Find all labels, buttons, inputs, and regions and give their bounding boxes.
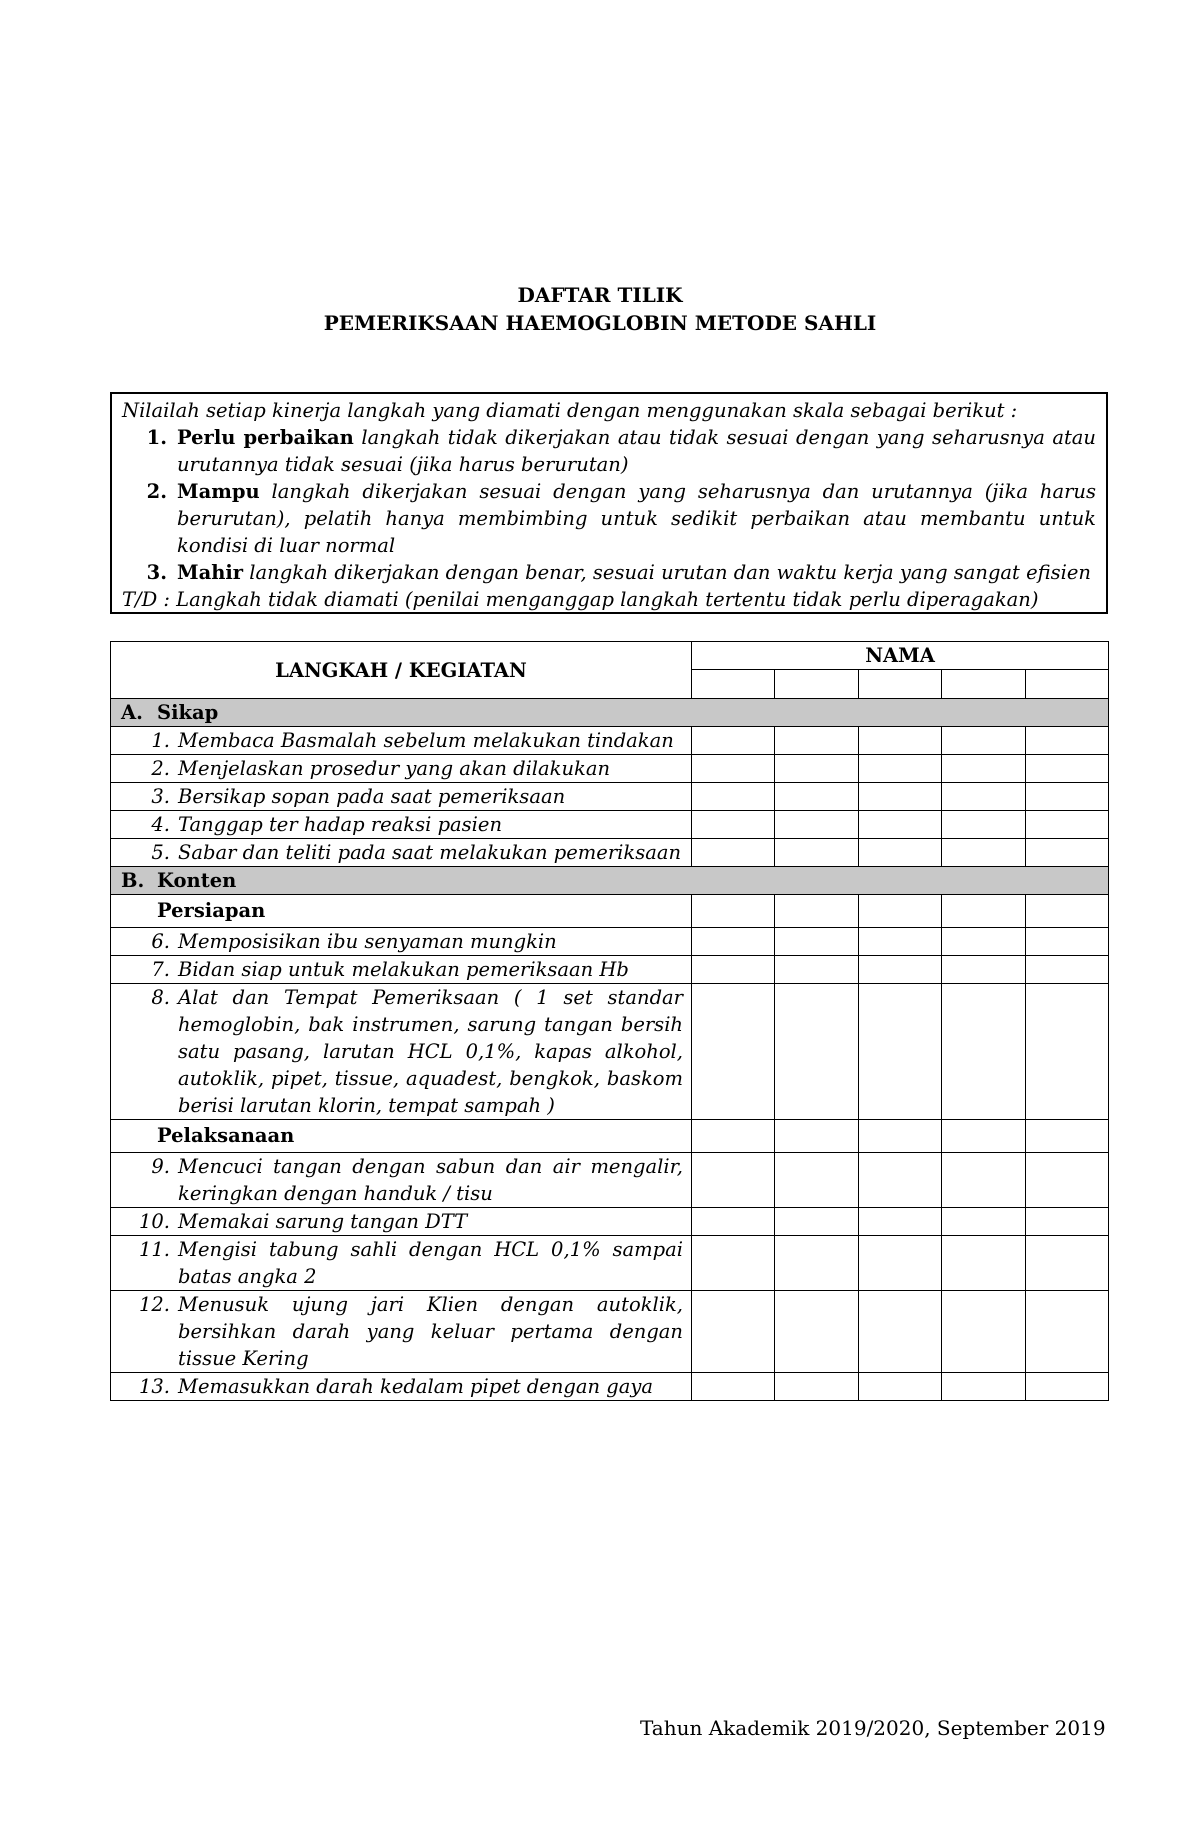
- subsection-pelaksanaan-row: [111, 1120, 1109, 1153]
- step-number: 10.: [138, 1210, 170, 1233]
- header-names: NAMA: [692, 642, 1109, 670]
- legend-item-term: Perlu perbaikan: [177, 426, 354, 449]
- section-title: Sikap: [157, 701, 219, 724]
- name-cell[interactable]: [775, 670, 859, 699]
- score-cell[interactable]: [859, 1236, 942, 1291]
- score-cell[interactable]: [692, 895, 775, 928]
- score-cell[interactable]: [775, 956, 859, 984]
- score-cell[interactable]: [859, 984, 942, 1120]
- score-cell[interactable]: [692, 839, 775, 867]
- score-cell[interactable]: [1026, 1236, 1109, 1291]
- score-cell[interactable]: [692, 984, 775, 1120]
- name-cell[interactable]: [859, 670, 942, 699]
- step-text: Menjelaskan prosedur yang akan dilakukan: [178, 757, 611, 780]
- step-number: 9.: [151, 1155, 170, 1178]
- step-text: Mengisi tabung sahli dengan HCL 0,1% sampai batas angka 2: [178, 1238, 683, 1288]
- step-text: Menusuk ujung jari Klien dengan autoklik, bersihkan darah yang keluar pertama dengan tissue Kering: [178, 1293, 683, 1370]
- subsection-persiapan-label: Persiapan: [111, 895, 692, 928]
- score-cell[interactable]: [775, 1291, 859, 1373]
- legend-intro: Nilailah setiap kinerja langkah yang diamati dengan menggunakan skala sebagai berikut :: [122, 399, 1018, 422]
- step-row: [111, 839, 1109, 867]
- section-title: Konten: [157, 869, 237, 892]
- score-cell[interactable]: [775, 811, 859, 839]
- step-row: [111, 984, 1109, 1120]
- score-cell[interactable]: [1026, 984, 1109, 1120]
- section-b-label: [111, 867, 1109, 895]
- step-text: Tanggap ter hadap reaksi pasien: [178, 813, 503, 836]
- step-number: 12.: [138, 1293, 170, 1316]
- score-cell[interactable]: [859, 811, 942, 839]
- score-cell[interactable]: [775, 783, 859, 811]
- step-row: [111, 956, 1109, 984]
- score-cell[interactable]: [775, 1373, 859, 1401]
- name-cell[interactable]: [692, 670, 775, 699]
- subsection-pelaksanaan-label: Pelaksanaan: [111, 1120, 692, 1153]
- score-cell[interactable]: [942, 783, 1026, 811]
- score-cell[interactable]: [859, 956, 942, 984]
- score-cell[interactable]: [692, 727, 775, 755]
- step-text: Memposisikan ibu senyaman mungkin: [178, 930, 557, 953]
- step-row: [111, 1373, 1109, 1401]
- score-cell[interactable]: [692, 1208, 775, 1236]
- header-steps: LANGKAH / KEGIATAN: [111, 642, 692, 699]
- score-cell[interactable]: [942, 895, 1026, 928]
- score-cell[interactable]: [942, 1373, 1026, 1401]
- score-cell[interactable]: [859, 928, 942, 956]
- score-cell[interactable]: [775, 928, 859, 956]
- score-cell[interactable]: [859, 1291, 942, 1373]
- score-cell[interactable]: [942, 1153, 1026, 1208]
- score-cell[interactable]: [692, 956, 775, 984]
- legend-item-term: Mahir: [177, 561, 244, 584]
- score-cell[interactable]: [775, 984, 859, 1120]
- score-cell[interactable]: [692, 1153, 775, 1208]
- score-cell[interactable]: [942, 1236, 1026, 1291]
- section-a-row: [111, 699, 1109, 727]
- score-cell[interactable]: [942, 1120, 1026, 1153]
- step-text: Bersikap sopan pada saat pemeriksaan: [178, 785, 566, 808]
- document-subtitle: PEMERIKSAAN HAEMOGLOBIN METODE SAHLI: [323, 311, 877, 335]
- score-cell[interactable]: [942, 755, 1026, 783]
- score-cell[interactable]: [1026, 755, 1109, 783]
- score-cell[interactable]: [1026, 839, 1109, 867]
- step-number: 8.: [151, 986, 170, 1009]
- legend-item-text: langkah tidak dikerjakan atau tidak sesuai dengan yang seharusnya atau urutannya tidak sesuai (jika harus berurutan): [177, 426, 1096, 476]
- step-number: 5.: [151, 841, 170, 864]
- score-cell[interactable]: [692, 1291, 775, 1373]
- step-row: [111, 811, 1109, 839]
- score-cell[interactable]: [942, 727, 1026, 755]
- legend-td-note: T/D : Langkah tidak diamati (penilai menganggap langkah tertentu tidak perlu diperagakan): [122, 588, 1039, 611]
- section-b-row: [111, 867, 1109, 895]
- name-cell[interactable]: [942, 670, 1026, 699]
- score-cell[interactable]: [1026, 1153, 1109, 1208]
- subsection-persiapan-row: [111, 895, 1109, 928]
- score-cell[interactable]: [859, 895, 942, 928]
- document-title: DAFTAR TILIK: [517, 283, 683, 307]
- legend-item-number: 3.: [146, 561, 167, 584]
- step-number: 7.: [151, 958, 170, 981]
- score-cell[interactable]: [692, 1236, 775, 1291]
- score-cell[interactable]: [775, 895, 859, 928]
- step-text: Membaca Basmalah sebelum melakukan tindakan: [178, 729, 674, 752]
- score-cell[interactable]: [942, 811, 1026, 839]
- score-cell[interactable]: [1026, 895, 1109, 928]
- score-cell[interactable]: [1026, 811, 1109, 839]
- score-cell[interactable]: [942, 1291, 1026, 1373]
- score-cell[interactable]: [775, 839, 859, 867]
- score-cell[interactable]: [1026, 1291, 1109, 1373]
- score-cell[interactable]: [692, 811, 775, 839]
- legend-item-term: Mampu: [177, 480, 260, 503]
- step-row: [111, 1153, 1109, 1208]
- checklist-table: [110, 641, 1109, 1401]
- legend-item-number: 2.: [146, 480, 167, 503]
- score-cell[interactable]: [859, 1373, 942, 1401]
- score-cell[interactable]: [692, 783, 775, 811]
- legend-item: [122, 424, 1096, 478]
- score-cell[interactable]: [692, 1373, 775, 1401]
- score-cell[interactable]: [775, 1153, 859, 1208]
- step-row: [111, 928, 1109, 956]
- score-cell[interactable]: [942, 928, 1026, 956]
- footer-academic-year: Tahun Akademik 2019/2020, September 2019: [640, 1716, 1106, 1740]
- score-cell[interactable]: [859, 727, 942, 755]
- score-cell[interactable]: [859, 839, 942, 867]
- score-cell[interactable]: [859, 755, 942, 783]
- step-text: Alat dan Tempat Pemeriksaan ( 1 set standar hemoglobin, bak instrumen, sarung tangan bersih satu pasang, larutan HCL 0,1%, kapas alkohol, autoklik, pipet, tissue, aquadest, bengkok, baskom berisi larutan klorin, tempat sampah ): [178, 986, 683, 1117]
- score-cell[interactable]: [692, 755, 775, 783]
- score-cell[interactable]: [1026, 928, 1109, 956]
- step-text: Bidan siap untuk melakukan pemeriksaan Hb: [178, 958, 629, 981]
- step-row: [111, 1291, 1109, 1373]
- score-cell[interactable]: [859, 1153, 942, 1208]
- legend-item-text: langkah dikerjakan dengan benar, sesuai urutan dan waktu kerja yang sangat efisien: [243, 561, 1091, 584]
- score-cell[interactable]: [1026, 727, 1109, 755]
- legend-item: [122, 478, 1096, 559]
- legend-item-text: langkah dikerjakan sesuai dengan yang seharusnya dan urutannya (jika harus berurutan), pelatih hanya membimbing untuk sedikit perbaikan atau membantu untuk kondisi di luar normal: [177, 480, 1096, 557]
- step-text: Memakai sarung tangan DTT: [178, 1210, 468, 1233]
- section-a-label: [111, 699, 1109, 727]
- score-cell[interactable]: [1026, 1373, 1109, 1401]
- step-row: [111, 1208, 1109, 1236]
- score-cell[interactable]: [1026, 1208, 1109, 1236]
- step-number: 6.: [151, 930, 170, 953]
- score-cell[interactable]: [859, 1120, 942, 1153]
- score-cell[interactable]: [1026, 783, 1109, 811]
- score-cell[interactable]: [775, 1120, 859, 1153]
- step-number: 1.: [151, 729, 170, 752]
- name-cell[interactable]: [1026, 670, 1109, 699]
- step-row: [111, 1236, 1109, 1291]
- score-cell[interactable]: [775, 1236, 859, 1291]
- score-cell[interactable]: [775, 1208, 859, 1236]
- step-text: Mencuci tangan dengan sabun dan air mengalir, keringkan dengan handuk / tisu: [178, 1155, 683, 1205]
- score-cell[interactable]: [775, 755, 859, 783]
- legend-item-number: 1.: [146, 426, 167, 449]
- step-number: 2.: [151, 757, 170, 780]
- score-cell[interactable]: [942, 984, 1026, 1120]
- step-text: Sabar dan teliti pada saat melakukan pemeriksaan: [178, 841, 682, 864]
- score-cell[interactable]: [942, 1208, 1026, 1236]
- step-number: 13.: [138, 1375, 170, 1398]
- section-letter: B.: [121, 869, 145, 892]
- step-number: 4.: [151, 813, 170, 836]
- section-letter: A.: [121, 701, 143, 724]
- score-cell[interactable]: [942, 839, 1026, 867]
- score-cell[interactable]: [859, 783, 942, 811]
- scoring-legend: [110, 392, 1108, 614]
- score-cell[interactable]: [1026, 956, 1109, 984]
- step-row: [111, 783, 1109, 811]
- legend-item: [122, 559, 1096, 586]
- step-row: [111, 727, 1109, 755]
- step-number: 3.: [151, 785, 170, 808]
- score-cell[interactable]: [1026, 1120, 1109, 1153]
- score-cell[interactable]: [692, 1120, 775, 1153]
- score-cell[interactable]: [692, 928, 775, 956]
- score-cell[interactable]: [859, 1208, 942, 1236]
- step-text: Memasukkan darah kedalam pipet dengan gaya: [178, 1375, 654, 1398]
- step-number: 11.: [138, 1238, 170, 1261]
- score-cell[interactable]: [775, 727, 859, 755]
- step-row: [111, 755, 1109, 783]
- score-cell[interactable]: [942, 956, 1026, 984]
